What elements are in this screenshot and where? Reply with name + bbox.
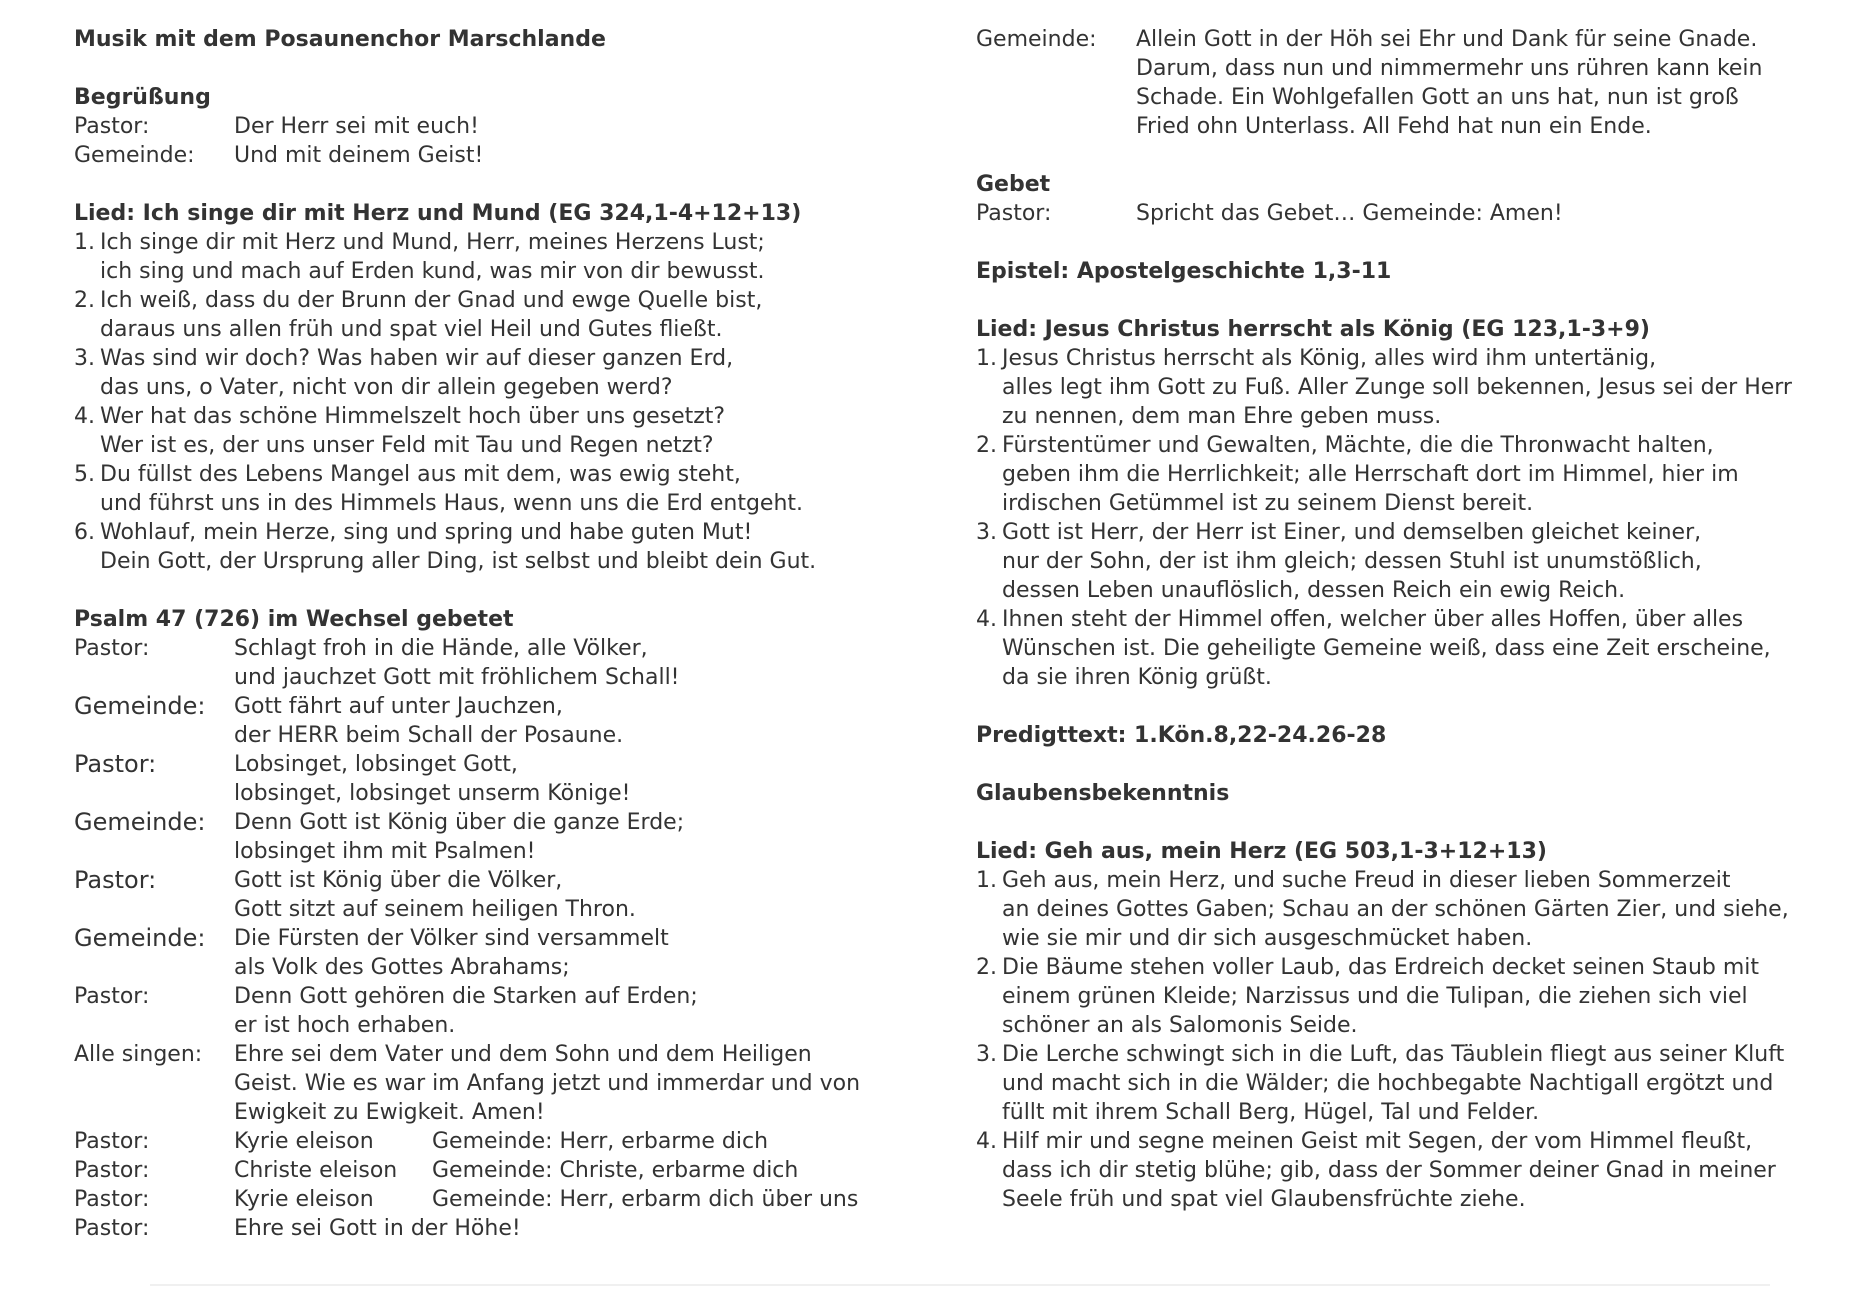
verse-line: Wünschen ist. Die geheiligte Gemeine weiß, dass eine Zeit erscheine, <box>1002 636 1771 661</box>
verse-number: 3. <box>976 1042 997 1067</box>
role-label: Gemeinde: <box>976 27 1097 52</box>
song3-heading: Lied: Geh aus, mein Herz (EG 503,1-3+12+13) <box>976 839 1547 864</box>
psalm-row <box>74 982 904 1040</box>
verse-line: an deines Gottes Gaben; Schau an der schönen Gärten Zier, und siehe, <box>1002 897 1789 922</box>
verse-number: 1. <box>74 230 95 255</box>
gloria-row <box>976 25 1816 141</box>
verse-line: wie sie mir und dir sich ausgeschmücket haben. <box>1002 926 1533 951</box>
psalm-line: Gott sitzt auf seinem heiligen Thron. <box>234 897 636 922</box>
verse-line: das uns, o Vater, nicht von dir allein gegeben werd? <box>100 375 673 400</box>
verse-number: 3. <box>74 346 95 371</box>
gloria-line: Schade. Ein Wohlgefallen Gott an uns hat, nun ist groß <box>1136 85 1739 110</box>
song3-verse <box>976 866 1816 953</box>
verse-number: 2. <box>976 433 997 458</box>
psalm-line: Schlagt froh in die Hände, alle Völker, <box>234 636 648 661</box>
verse-number: 3. <box>976 520 997 545</box>
song2-verse <box>976 605 1816 692</box>
gloria-line: Fried ohn Unterlass. All Fehd hat nun ein Ende. <box>1136 114 1652 139</box>
role-label: Pastor: <box>74 866 157 894</box>
psalm-line: Geist. Wie es war im Anfang jetzt und immerdar und von <box>234 1071 861 1096</box>
verse-line: Die Lerche schwingt sich in die Luft, das Täublein fliegt aus seiner Kluft <box>1002 1042 1785 1067</box>
kyrie-response: Gemeinde: Herr, erbarme dich <box>432 1129 769 1154</box>
song1-verse <box>74 228 904 286</box>
psalm-line: er ist hoch erhaben. <box>234 1013 456 1038</box>
role-label: Gemeinde: <box>74 143 195 168</box>
verse-line: irdischen Getümmel ist zu seinem Dienst bereit. <box>1002 491 1534 516</box>
prayer-text: Spricht das Gebet… Gemeinde: Amen! <box>1136 201 1563 226</box>
verse-line: dass ich dir stetig blühe; gib, dass der Sommer deiner Gnad in meiner <box>1002 1158 1776 1183</box>
verse-line: Gott ist Herr, der Herr ist Einer, und demselben gleichet keiner, <box>1002 520 1702 545</box>
psalm-heading: Psalm 47 (726) im Wechsel gebetet <box>74 607 514 632</box>
greeting-row <box>74 141 904 170</box>
role-label: Gemeinde: <box>74 692 206 720</box>
greeting-text: Der Herr sei mit euch! <box>234 114 479 139</box>
song1-verse <box>74 286 904 344</box>
verse-number: 4. <box>74 404 95 429</box>
verse-number: 1. <box>976 346 997 371</box>
verse-line: Hilf mir und segne meinen Geist mit Segen, der vom Himmel fleußt, <box>1002 1129 1753 1154</box>
verse-line: und macht sich in die Wälder; die hochbegabte Nachtigall ergötzt und <box>1002 1071 1774 1096</box>
psalm-row <box>74 1040 904 1127</box>
role-label: Pastor: <box>74 1129 150 1154</box>
verse-line: da sie ihren König grüßt. <box>1002 665 1272 690</box>
verse-line: Wer ist es, der uns unser Feld mit Tau und Regen netzt? <box>100 433 714 458</box>
kyrie-row <box>74 1127 904 1156</box>
verse-line: Ich weiß, dass du der Brunn der Gnad und ewge Quelle bist, <box>100 288 763 313</box>
song2-heading: Lied: Jesus Christus herrscht als König (EG 123,1-3+9) <box>976 317 1650 342</box>
verse-line: Wohlauf, mein Herze, sing und spring und habe guten Mut! <box>100 520 753 545</box>
verse-line: schöner an als Salomonis Seide. <box>1002 1013 1358 1038</box>
music-heading: Musik mit dem Posaunenchor Marschlande <box>74 27 606 52</box>
role-label: Pastor: <box>74 1158 150 1183</box>
verse-line: nur der Sohn, der ist ihm gleich; dessen Stuhl ist unumstößlich, <box>1002 549 1702 574</box>
gloria-call: Ehre sei Gott in der Höhe! <box>234 1216 521 1241</box>
psalm-row <box>74 924 904 982</box>
bottom-divider <box>150 1284 1770 1286</box>
verse-line: Was sind wir doch? Was haben wir auf dieser ganzen Erd, <box>100 346 734 371</box>
right-column <box>976 25 1816 1214</box>
verse-line: geben ihm die Herrlichkeit; alle Herrschaft dort im Himmel, hier im <box>1002 462 1739 487</box>
kyrie-call: Kyrie eleison <box>234 1129 374 1154</box>
psalm-row <box>74 692 904 750</box>
psalm-line: Ehre sei dem Vater und dem Sohn und dem Heiligen <box>234 1042 812 1067</box>
verse-number: 1. <box>976 868 997 893</box>
kyrie-response: Gemeinde: Herr, erbarm dich über uns <box>432 1187 859 1212</box>
verse-number: 2. <box>74 288 95 313</box>
song1-verse <box>74 518 904 576</box>
song1-verse <box>74 344 904 402</box>
song1-heading: Lied: Ich singe dir mit Herz und Mund (EG 324,1-4+12+13) <box>74 201 802 226</box>
verse-line: Ihnen steht der Himmel offen, welcher über alles Hoffen, über alles <box>1002 607 1744 632</box>
song1-verse <box>74 402 904 460</box>
gloria-line: Darum, dass nun und nimmermehr uns rühren kann kein <box>1136 56 1763 81</box>
verse-line: ich sing und mach auf Erden kund, was mir von dir bewusst. <box>100 259 765 284</box>
verse-line: Dein Gott, der Ursprung aller Ding, ist selbst und bleibt dein Gut. <box>100 549 817 574</box>
verse-number: 6. <box>74 520 95 545</box>
role-label: Pastor: <box>74 984 150 1009</box>
role-label: Pastor: <box>74 1187 150 1212</box>
role-label: Pastor: <box>74 114 150 139</box>
role-label: Pastor: <box>976 201 1052 226</box>
song1-verse <box>74 460 904 518</box>
psalm-line: Denn Gott ist König über die ganze Erde; <box>234 810 685 835</box>
kyrie-response: Gemeinde: Christe, erbarme dich <box>432 1158 799 1183</box>
epistle-heading: Epistel: Apostelgeschichte 1,3-11 <box>976 259 1392 284</box>
verse-line: Wer hat das schöne Himmelszelt hoch über uns gesetzt? <box>100 404 726 429</box>
song2-verse <box>976 431 1816 518</box>
verse-line: alles legt ihm Gott zu Fuß. Aller Zunge soll bekennen, Jesus sei der Herr <box>1002 375 1792 400</box>
gloria-line: Allein Gott in der Höh sei Ehr und Dank für seine Gnade. <box>1136 27 1758 52</box>
verse-line: Die Bäume stehen voller Laub, das Erdreich decket seinen Staub mit <box>1002 955 1760 980</box>
song3-verse <box>976 1127 1816 1214</box>
kyrie-call: Kyrie eleison <box>234 1187 374 1212</box>
verse-line: Jesus Christus herrscht als König, alles wird ihm untertänig, <box>1002 346 1657 371</box>
psalm-line: Ewigkeit zu Ewigkeit. Amen! <box>234 1100 545 1125</box>
verse-number: 4. <box>976 607 997 632</box>
greeting-text: Und mit deinem Geist! <box>234 143 484 168</box>
song2-verse <box>976 518 1816 605</box>
verse-line: dessen Leben unauflöslich, dessen Reich ein ewig Reich. <box>1002 578 1626 603</box>
creed-heading: Glaubensbekenntnis <box>976 781 1230 806</box>
verse-line: Seele früh und spat viel Glaubensfrüchte ziehe. <box>1002 1187 1526 1212</box>
verse-line: Du füllst des Lebens Mangel aus mit dem, was ewig steht, <box>100 462 741 487</box>
prayer-row <box>976 199 1816 228</box>
greeting-heading: Begrüßung <box>74 85 211 110</box>
song2-verse <box>976 344 1816 431</box>
role-label: Pastor: <box>74 636 150 661</box>
verse-line: Geh aus, mein Herz, und suche Freud in dieser lieben Sommerzeit <box>1002 868 1731 893</box>
psalm-row <box>74 750 904 808</box>
greeting-row <box>74 112 904 141</box>
role-label: Alle singen: <box>74 1042 203 1067</box>
role-label: Pastor: <box>74 750 157 778</box>
verse-line: daraus uns allen früh und spat viel Heil und Gutes fließt. <box>100 317 723 342</box>
role-label: Pastor: <box>74 1216 150 1241</box>
psalm-line: Lobsinget, lobsinget Gott, <box>234 752 518 777</box>
verse-number: 5. <box>74 462 95 487</box>
verse-line: und führst uns in des Himmels Haus, wenn uns die Erd entgeht. <box>100 491 804 516</box>
role-label: Gemeinde: <box>74 924 206 952</box>
verse-number: 2. <box>976 955 997 980</box>
left-column <box>74 25 904 1243</box>
psalm-line: Gott fährt auf unter Jauchzen, <box>234 694 563 719</box>
verse-line: Fürstentümer und Gewalten, Mächte, die die Thronwacht halten, <box>1002 433 1714 458</box>
psalm-row <box>74 866 904 924</box>
psalm-line: lobsinget ihm mit Psalmen! <box>234 839 536 864</box>
song3-verse <box>976 1040 1816 1127</box>
prayer-heading: Gebet <box>976 172 1051 197</box>
verse-line: zu nennen, dem man Ehre geben muss. <box>1002 404 1442 429</box>
psalm-line: als Volk des Gottes Abrahams; <box>234 955 570 980</box>
verse-line: füllt mit ihrem Schall Berg, Hügel, Tal und Felder. <box>1002 1100 1540 1125</box>
verse-number: 4. <box>976 1129 997 1154</box>
kyrie-row <box>74 1185 904 1214</box>
sermon-heading: Predigttext: 1.Kön.8,22-24.26-28 <box>976 723 1387 748</box>
psalm-line: lobsinget, lobsinget unserm Könige! <box>234 781 631 806</box>
psalm-line: der HERR beim Schall der Posaune. <box>234 723 624 748</box>
song3-verse <box>976 953 1816 1040</box>
kyrie-call: Christe eleison <box>234 1158 398 1183</box>
role-label: Gemeinde: <box>74 808 206 836</box>
psalm-row <box>74 808 904 866</box>
verse-line: Ich singe dir mit Herz und Mund, Herr, meines Herzens Lust; <box>100 230 765 255</box>
psalm-row <box>74 634 904 692</box>
kyrie-row <box>74 1214 904 1243</box>
verse-line: einem grünen Kleide; Narzissus und die Tulipan, die ziehen sich viel <box>1002 984 1748 1009</box>
kyrie-row <box>74 1156 904 1185</box>
psalm-line: Denn Gott gehören die Starken auf Erden; <box>234 984 698 1009</box>
psalm-line: Die Fürsten der Völker sind versammelt <box>234 926 669 951</box>
psalm-line: Gott ist König über die Völker, <box>234 868 563 893</box>
psalm-line: und jauchzet Gott mit fröhlichem Schall! <box>234 665 680 690</box>
